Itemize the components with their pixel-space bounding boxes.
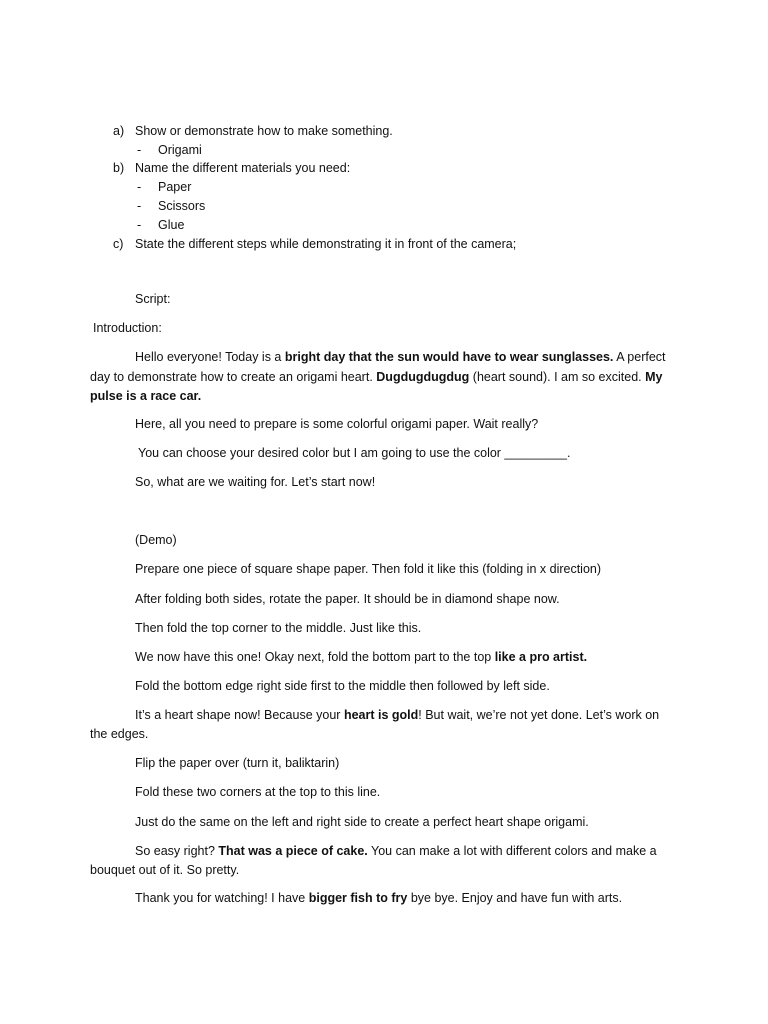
- bold-phrase: like a pro artist.: [494, 650, 588, 664]
- text-run: You can make a lot with different colors and make a: [367, 844, 657, 858]
- bold-phrase: bigger fish to fry: [308, 891, 408, 905]
- demo-step-3: Then fold the top corner to the middle. Just like this.: [135, 621, 422, 635]
- demo-step-2: After folding both sides, rotate the paper. It should be in diamond shape now.: [135, 592, 560, 606]
- bold-phrase: heart is gold: [343, 708, 419, 722]
- list-item-a: Show or demonstrate how to make something.: [135, 124, 393, 138]
- sub-item-paper: Paper: [158, 180, 192, 194]
- bold-phrase: My: [645, 370, 663, 384]
- list-label-a: a): [113, 124, 125, 138]
- list-dash: -: [137, 143, 142, 157]
- intro-paragraph-line-3: [90, 388, 201, 404]
- list-dash: -: [137, 218, 142, 232]
- demo-label: (Demo): [135, 533, 177, 547]
- bold-phrase: pulse is a race car.: [90, 389, 202, 403]
- list-dash: -: [137, 180, 142, 194]
- demo-step-10-line-1: [135, 843, 657, 859]
- demo-step-6-line-1: [135, 707, 659, 723]
- text-run: It’s a heart shape now! Because your: [135, 708, 344, 722]
- text-run: So easy right?: [135, 844, 219, 858]
- sub-item-scissors: Scissors: [158, 199, 206, 213]
- demo-step-8: Fold these two corners at the top to this line.: [135, 785, 381, 799]
- closing-paragraph: [135, 890, 622, 906]
- demo-step-9: Just do the same on the left and right side to create a perfect heart shape origami.: [135, 815, 589, 829]
- bold-phrase: bright day that the sun would have to wear sunglasses.: [284, 350, 614, 364]
- demo-step-5: Fold the bottom edge right side first to the middle then followed by left side.: [135, 679, 550, 693]
- list-item-b: Name the different materials you need:: [135, 161, 351, 175]
- demo-step-7: Flip the paper over (turn it, baliktarin): [135, 756, 340, 770]
- intro-paragraph-line-2: [90, 369, 662, 385]
- text-run: day to demonstrate how to create an origami heart.: [90, 370, 377, 384]
- text-run: Hello everyone! Today is a: [135, 350, 285, 364]
- text-run: ! But wait, we’re not yet done. Let’s work on: [418, 708, 660, 722]
- paragraph-color: You can choose your desired color but I am going to use the color _________.: [138, 446, 571, 460]
- bold-phrase: Dugdugdugdug: [376, 370, 470, 384]
- list-label-c: c): [113, 237, 124, 251]
- list-label-b: b): [113, 161, 125, 175]
- list-dash: -: [137, 199, 142, 213]
- text-run: A perfect: [613, 350, 666, 364]
- paragraph-prepare: Here, all you need to prepare is some colorful origami paper. Wait really?: [135, 417, 539, 431]
- script-label: Script:: [135, 292, 171, 306]
- text-run: bye bye. Enjoy and have fun with arts.: [407, 891, 623, 905]
- bold-phrase: That was a piece of cake.: [218, 844, 368, 858]
- text-run: Thank you for watching! I have: [135, 891, 309, 905]
- text-run: We now have this one! Okay next, fold the bottom part to the top: [135, 650, 495, 664]
- sub-item-glue: Glue: [158, 218, 185, 232]
- list-item-c: State the different steps while demonstrating it in front of the camera;: [135, 237, 517, 251]
- text-run: (heart sound). I am so excited.: [469, 370, 646, 384]
- demo-step-6-line-2: the edges.: [90, 727, 149, 741]
- demo-step-4: [135, 649, 587, 665]
- demo-step-10-line-2: bouquet out of it. So pretty.: [90, 863, 240, 877]
- paragraph-start: So, what are we waiting for. Let’s start now!: [135, 475, 376, 489]
- sub-item-origami: Origami: [158, 143, 202, 157]
- demo-step-1: Prepare one piece of square shape paper. Then fold it like this (folding in x direction): [135, 562, 602, 576]
- intro-paragraph-line-1: [135, 349, 666, 365]
- introduction-label: Introduction:: [93, 321, 162, 335]
